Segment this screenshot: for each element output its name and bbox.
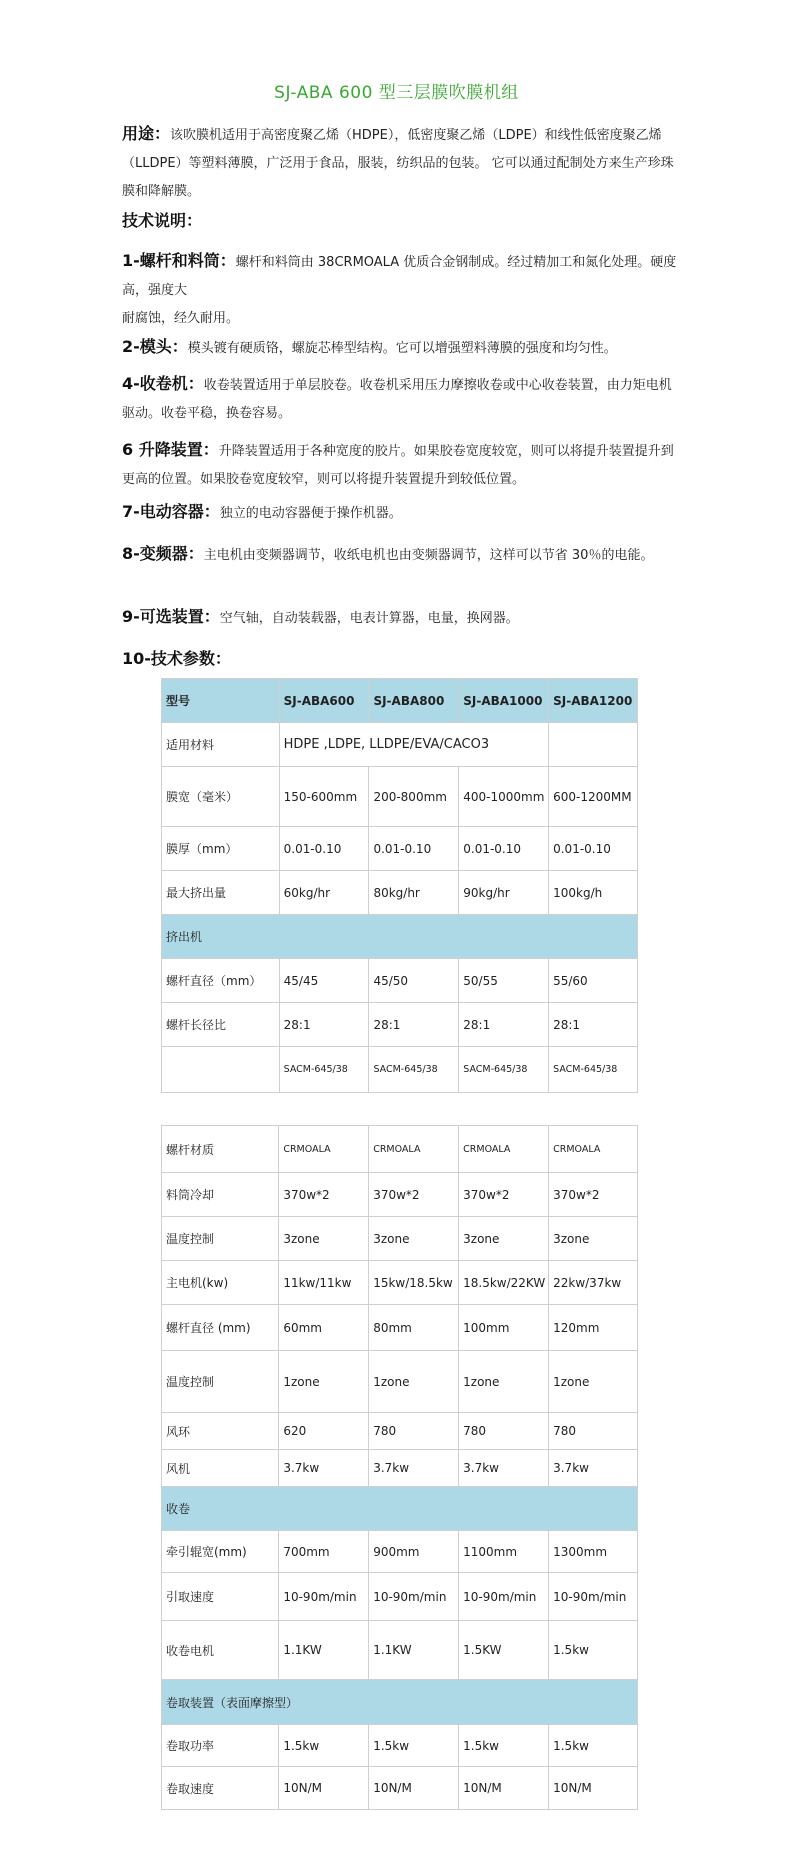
table-cell: 1.5kw [459,1725,549,1767]
table-row [162,1531,638,1573]
table-cell: 膜宽（毫米） [162,767,280,827]
section-screw [122,247,682,333]
table-cell: 料筒冷却 [162,1173,279,1217]
table-row [162,959,638,1003]
table-cell: CRMOALA [459,1126,549,1173]
table-cell: 780 [369,1413,459,1450]
section-text: 独立的电动容器便于操作机器。 [219,506,402,521]
table-cell: 3zone [369,1217,459,1261]
table-cell: 螺杆材质 [162,1126,279,1173]
section-label: 6 升降装置： [122,440,219,459]
table-cell: 100kg/h [549,871,638,915]
table-cell: 50/55 [459,959,549,1003]
section-text: 主电机由变频器调节，收纸电机也由变频器调节，这样可以节省 30％的电能。 [203,548,654,563]
table-cell: 80mm [369,1305,459,1351]
table-row [162,1305,638,1351]
section-die [122,333,682,363]
tech-heading: 技术说明： [122,211,203,230]
table-row [162,1767,638,1810]
section-text: 收卷装置适用于单层胶卷。收卷机采用压力摩擦收卷或中心收卷装置，由力矩电机驱动。收卷平稳，换卷容易。 [122,378,672,421]
table-header-cell: SJ-ABA800 [369,679,459,723]
table-cell: HDPE ,LDPE, LLDPE/EVA/CACO3 [279,723,548,767]
table-cell: 3zone [279,1217,369,1261]
usage-text: 该吹膜机适用于高密度聚乙烯（HDPE），低密度聚乙烯（LDPE）和线性低密度聚乙烯（LLDPE）等塑料薄膜，广泛用于食品，服装，纺织品的包装。 它可以通过配制处方来生产珍珠膜和降解膜。 [122,128,674,199]
table-row [162,723,638,767]
table-cell [549,723,638,767]
table-row [162,871,638,915]
table-section-label: 卷取装置（表面摩擦型） [162,1680,638,1725]
table-cell: 400-1000mm [459,767,549,827]
table-cell: 温度控制 [162,1351,279,1413]
table-cell: 螺杆直径（mm） [162,959,280,1003]
table-cell: 主电机(kw) [162,1261,279,1305]
page-title: SJ-ABA 600 型三层膜吹膜机组 [274,83,519,103]
table-cell: SACM-645/38 [549,1047,638,1093]
table-cell: 10-90m/min [459,1573,549,1621]
table-row [162,1217,638,1261]
table-cell: 10N/M [459,1767,549,1810]
table-section-row [162,1680,638,1725]
section-winder [122,370,682,428]
table-cell: 1.5KW [459,1621,549,1680]
table-cell: 温度控制 [162,1217,279,1261]
section-label: 1-螺杆和料筒： [122,251,236,270]
table-row [162,1003,638,1047]
section-inverter [122,540,682,570]
section-electric [122,498,682,528]
table-cell: 0.01-0.10 [459,827,549,871]
usage-label: 用途： [122,124,171,143]
section-label: 9-可选装置： [122,607,220,626]
table-cell: 28:1 [279,1003,369,1047]
table-cell: 60kg/hr [279,871,369,915]
table-cell: 1.5kw [549,1725,638,1767]
table-cell: 10-90m/min [279,1573,369,1621]
table-header-cell: SJ-ABA600 [279,679,369,723]
table-cell: 700mm [279,1531,369,1573]
table-cell: 11kw/11kw [279,1261,369,1305]
table-cell: 螺杆直径 (mm) [162,1305,279,1351]
table-cell: CRMOALA [279,1126,369,1173]
section-text: 模头镀有硬质铬，螺旋芯棒型结构。它可以增强塑料薄膜的强度和均匀性。 [187,341,617,356]
table-row [162,1047,638,1093]
table-cell: 10N/M [549,1767,638,1810]
section-label: 4-收卷机： [122,374,204,393]
table-cell: 150-600mm [279,767,369,827]
table-cell: 10-90m/min [549,1573,638,1621]
params-heading: 10-技术参数： [122,649,231,668]
table-row [162,1450,638,1487]
table-cell: 0.01-0.10 [279,827,369,871]
table-cell: 15kw/18.5kw [369,1261,459,1305]
table-cell: 120mm [549,1305,638,1351]
section-text: 升降装置适用于各种宽度的胶片。如果胶卷宽度较宽，则可以将提升装置提升到更高的位置。如果胶卷宽度较窄，则可以将提升装置提升到较低位置。 [122,444,674,487]
table-cell: 370w*2 [279,1173,369,1217]
table-cell: 卷取速度 [162,1767,279,1810]
table-cell: 1100mm [459,1531,549,1573]
table-cell: 780 [459,1413,549,1450]
table-cell: SACM-645/38 [459,1047,549,1093]
table-cell: 45/50 [369,959,459,1003]
table-cell: SACM-645/38 [369,1047,459,1093]
table-section-label: 收卷 [162,1487,638,1531]
table-section-row [162,1487,638,1531]
table-cell: 卷取功率 [162,1725,279,1767]
table-cell: 1zone [549,1351,638,1413]
table-cell: SACM-645/38 [279,1047,369,1093]
table-row [162,1621,638,1680]
table-row [162,767,638,827]
table-row [162,1351,638,1413]
table-cell: 620 [279,1413,369,1450]
table-cell: 370w*2 [369,1173,459,1217]
table-cell: 90kg/hr [459,871,549,915]
table-cell: 600-1200MM [549,767,638,827]
table-row [162,1725,638,1767]
table-cell: 3zone [459,1217,549,1261]
table-cell [162,1047,280,1093]
table-row [162,1261,638,1305]
table-cell: 3.7kw [279,1450,369,1487]
table-row [162,1573,638,1621]
table-cell: 收卷电机 [162,1621,279,1680]
table-cell: 3zone [549,1217,638,1261]
table-header-cell: 型号 [162,679,280,723]
table-cell: 1.5kw [279,1725,369,1767]
table-cell: 1zone [279,1351,369,1413]
table-cell: 100mm [459,1305,549,1351]
table-cell: 1.1KW [279,1621,369,1680]
table-header-row [162,679,638,723]
table-section-label: 挤出机 [162,915,638,959]
section-text-cont: 耐腐蚀，经久耐用。 [122,311,240,326]
table-row [162,1173,638,1217]
table-cell: 1.5kw [369,1725,459,1767]
table-cell: 18.5kw/22KW [459,1261,549,1305]
table-section-row [162,915,638,959]
table-cell: 膜厚（mm） [162,827,280,871]
table-row [162,827,638,871]
table-cell: 3.7kw [369,1450,459,1487]
table-cell: 10N/M [279,1767,369,1810]
section-label: 2-模头： [122,337,188,356]
table-cell: 10N/M [369,1767,459,1810]
table-cell: 螺杆长径比 [162,1003,280,1047]
table-cell: 45/45 [279,959,369,1003]
table-cell: 780 [549,1413,638,1450]
section-label: 8-变频器： [122,544,204,563]
table-cell: 900mm [369,1531,459,1573]
table-cell: 3.7kw [459,1450,549,1487]
section-text: 空气轴，自动装载器，电表计算器，电量，换网器。 [219,611,519,626]
table-cell: 1zone [459,1351,549,1413]
table-cell: 引取速度 [162,1573,279,1621]
table-row [162,1413,638,1450]
table-cell: 55/60 [549,959,638,1003]
table-row [162,1126,638,1173]
section-text: 螺杆和料筒由 38CRMOALA 优质合金钢制成。经过精加工和氮化处理。硬度高，强度大 [122,255,677,298]
usage-paragraph [122,120,682,206]
table-cell: 370w*2 [549,1173,638,1217]
table-cell: 1zone [369,1351,459,1413]
spec-table-1 [161,678,638,1093]
table-cell: 28:1 [369,1003,459,1047]
table-cell: 60mm [279,1305,369,1351]
table-cell: 最大挤出量 [162,871,280,915]
table-cell: 3.7kw [549,1450,638,1487]
section-lift [122,436,682,494]
table-cell: 风环 [162,1413,279,1450]
section-optional [122,603,682,633]
table-cell: 1.5kw [549,1621,638,1680]
spec-table-2 [161,1125,638,1810]
table-cell: CRMOALA [549,1126,638,1173]
table-header-cell: SJ-ABA1200 [549,679,638,723]
table-cell: 0.01-0.10 [549,827,638,871]
table-cell: 0.01-0.10 [369,827,459,871]
table-cell: 适用材料 [162,723,280,767]
table-cell: 风机 [162,1450,279,1487]
table-cell: 370w*2 [459,1173,549,1217]
table-cell: 200-800mm [369,767,459,827]
table-cell: 10-90m/min [369,1573,459,1621]
table-cell: 牵引辊宽(mm) [162,1531,279,1573]
table-cell: 22kw/37kw [549,1261,638,1305]
table-header-cell: SJ-ABA1000 [459,679,549,723]
table-cell: 1.1KW [369,1621,459,1680]
table-cell: 28:1 [459,1003,549,1047]
table-cell: 80kg/hr [369,871,459,915]
table-cell: CRMOALA [369,1126,459,1173]
section-label: 7-电动容器： [122,502,220,521]
table-cell: 1300mm [549,1531,638,1573]
table-cell: 28:1 [549,1003,638,1047]
